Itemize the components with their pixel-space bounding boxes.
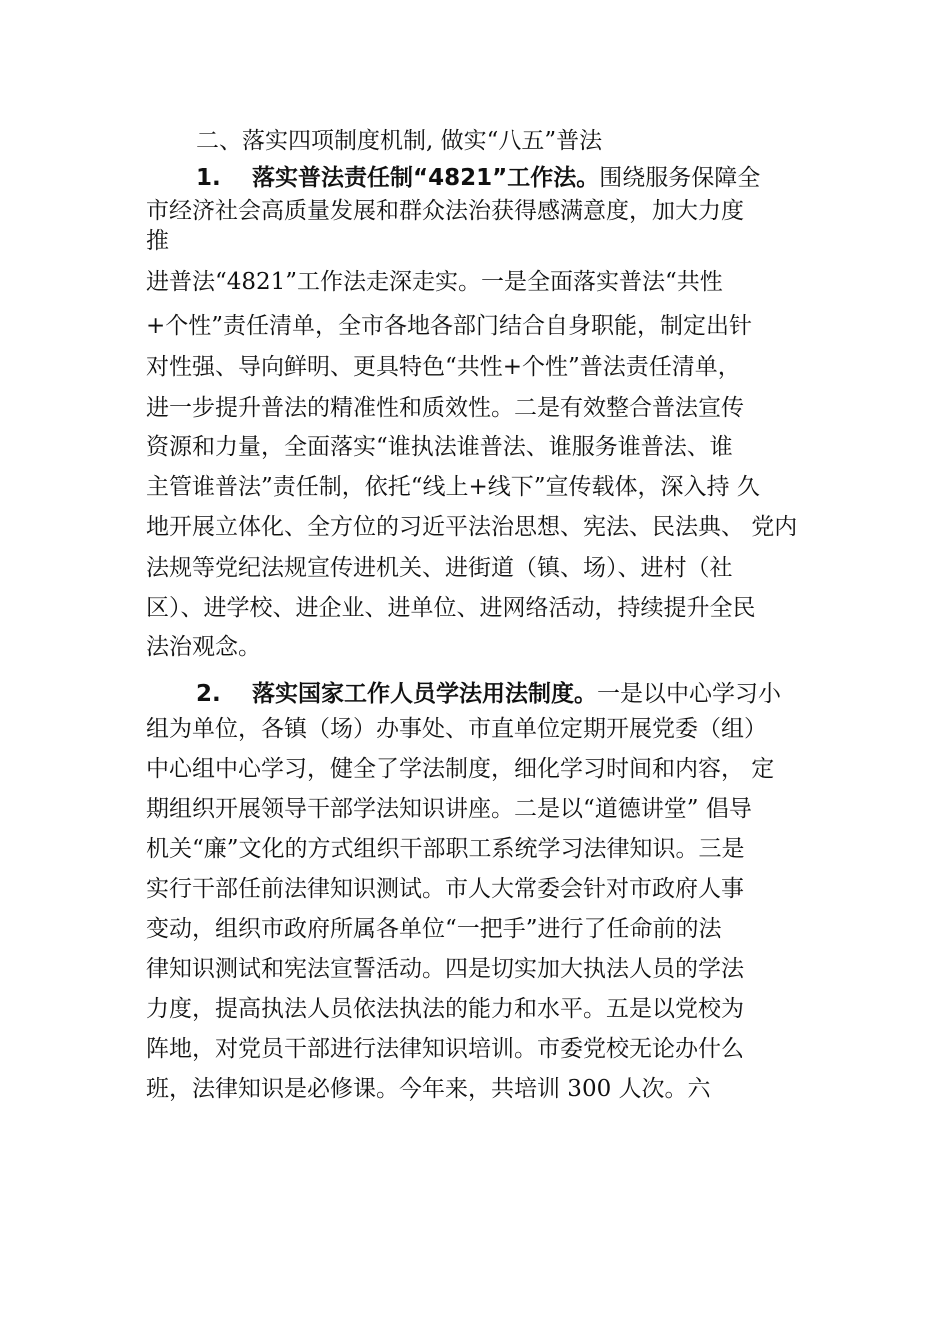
section2-line: 变动，组织市政府所属各单位“一把手”进行了任命前的法 <box>146 916 722 942</box>
section2-line: 中心组中心学习，健全了学法制度，细化学习时间和内容， 定 <box>146 756 775 782</box>
section1-line: 法治观念。 <box>146 634 261 660</box>
section2-first-line <box>196 679 781 709</box>
section1-line: 法规等党纪法规宣传进机关、进街道（镇、场）、进村（社 <box>146 555 733 581</box>
section1-line: 进一步提升普法的精准性和质效性。二是有效整合普法宣传 <box>146 395 744 421</box>
section2-line: 机关“廉”文化的方式组织干部职工系统学习法律知识。三是 <box>146 836 745 862</box>
section1-line: 主管谁普法”责任制，依托“线上+线下”宣传载体，深入持 久 <box>146 474 760 500</box>
section2-number: 2. <box>196 681 221 707</box>
section1-line: 进普法“4821”工作法走深走实。一是全面落实普法“共性 <box>146 269 723 295</box>
section2-line: 实行干部任前法律知识测试。市人大常委会针对市政府人事 <box>146 876 744 902</box>
section2-line: 律知识测试和宪法宣誓活动。四是切实加大执法人员的学法 <box>146 956 744 982</box>
section2-line: 班，法律知识是必修课。今年来，共培训 300 人次。六 <box>146 1076 711 1102</box>
section1-number: 1. <box>196 165 221 191</box>
section1-line: 地开展立体化、全方位的习近平法治思想、宪法、民法典、 党内 <box>146 514 798 540</box>
section2-title: 落实国家工作人员学法用法制度。 <box>252 681 597 707</box>
section1-title: 落实普法责任制“4821”工作法。 <box>252 165 600 191</box>
section-heading: 二、落实四项制度机制, 做实“八五”普法 <box>196 128 603 154</box>
section2-line: 阵地，对党员干部进行法律知识培训。市委党校无论办什么 <box>146 1036 744 1062</box>
section2-line: 一是以中心学习小 <box>597 681 781 707</box>
section1-first-line <box>196 163 760 193</box>
section1-line: 围绕服务保障全 <box>599 165 761 191</box>
section1-line: 推 <box>146 228 169 254</box>
section2-line: 力度，提高执法人员依法执法的能力和水平。五是以党校为 <box>146 996 744 1022</box>
section1-line: 资源和力量，全面落实“谁执法谁普法、谁服务谁普法、谁 <box>146 434 733 460</box>
section2-line: 组为单位，各镇（场）办事处、市直单位定期开展党委（组） <box>146 716 767 742</box>
section1-line: 市经济社会高质量发展和群众法治获得感满意度，加大力度 <box>146 198 744 224</box>
section1-line: 对性强、导向鲜明、更具特色“共性+个性”普法责任清单， <box>146 354 741 380</box>
section2-line: 期组织开展领导干部学法知识讲座。二是以“道德讲堂” 倡导 <box>146 796 752 822</box>
section1-line: +个性”责任清单，全市各地各部门结合自身职能，制定出针 <box>146 313 753 339</box>
section1-line: 区）、进学校、进企业、进单位、进网络活动，持续提升全民 <box>146 595 756 621</box>
